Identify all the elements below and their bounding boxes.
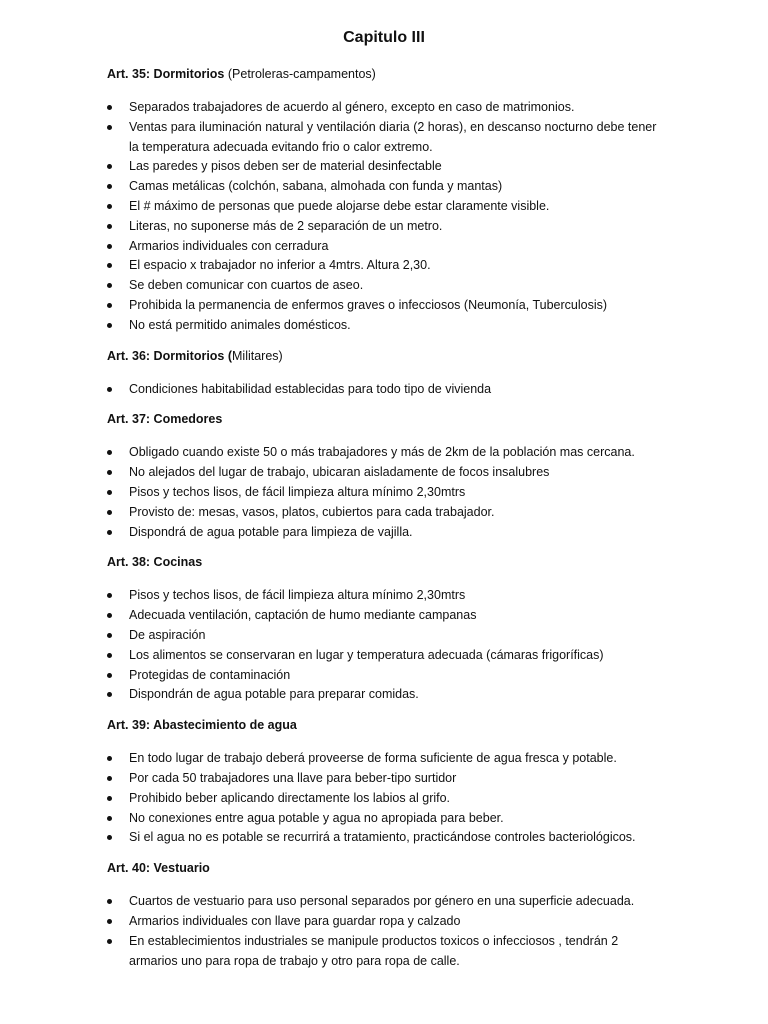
list-item — [107, 483, 667, 503]
list-item-text: Armarios individuales con llave para guardar ropa y calzado — [129, 913, 461, 928]
section-heading-rest: (Petroleras-campamentos) — [224, 67, 376, 81]
list-item — [107, 626, 667, 646]
list-item-text: Las paredes y pisos deben ser de material desinfectable — [129, 159, 442, 174]
bullet-icon — [107, 613, 112, 618]
list-item-text: No está permitido animales domésticos. — [129, 317, 351, 332]
list-item — [107, 912, 667, 932]
bullet-icon — [107, 105, 112, 110]
list-item-text: Obligado cuando existe 50 o más trabajadores y más de 2km de la población mas cercana. — [129, 445, 635, 460]
list-item-text: No alejados del lugar de trabajo, ubicaran aisladamente de focos insalubres — [129, 465, 550, 480]
list-item-text: De aspiración — [129, 627, 206, 642]
list-item-text: En establecimientos industriales se manipule productos toxicos o infecciosos , tendrán 2 armarios uno para ropa de trabajo y otro para ropa de calle. — [129, 933, 619, 968]
list-item-text: Por cada 50 trabajadores una llave para beber-tipo surtidor — [129, 770, 457, 785]
bullet-icon — [107, 653, 112, 658]
list-item-text: Separados trabajadores de acuerdo al género, excepto en caso de matrimonios. — [129, 100, 575, 114]
bullet-icon — [107, 673, 112, 678]
bullet-list — [107, 892, 667, 971]
section-heading-bold: Art. 38: Cocinas — [107, 555, 203, 570]
list-item — [107, 685, 667, 705]
list-item-text: Prohibida la permanencia de enfermos graves o infecciosos (Neumonía, Tuberculosis) — [129, 297, 608, 312]
bullet-icon — [107, 164, 112, 169]
list-item — [107, 276, 667, 296]
bullet-list — [107, 380, 667, 400]
list-item — [107, 789, 667, 809]
list-item-text: El espacio x trabajador no inferior a 4mtrs. Altura 2,30. — [129, 258, 431, 273]
section-heading-bold: Art. 40: Vestuario — [107, 861, 210, 876]
list-item — [107, 932, 667, 972]
list-item-text: Adecuada ventilación, captación de humo mediante campanas — [129, 608, 477, 623]
list-item — [107, 316, 667, 336]
list-item — [107, 646, 667, 666]
bullet-icon — [107, 939, 112, 944]
bullet-icon — [107, 224, 112, 229]
bullet-list — [107, 443, 667, 542]
list-item — [107, 157, 667, 177]
bullet-icon — [107, 593, 112, 598]
bullet-icon — [107, 283, 112, 288]
bullet-icon — [107, 125, 112, 130]
bullet-icon — [107, 756, 112, 761]
list-item — [107, 586, 667, 606]
list-item-text: Dispondrán de agua potable para preparar comidas. — [129, 687, 419, 702]
bullet-icon — [107, 244, 112, 249]
bullet-list — [107, 586, 667, 705]
section-heading — [107, 860, 667, 876]
list-item — [107, 749, 667, 769]
section-heading — [107, 66, 667, 82]
document-body — [107, 66, 667, 983]
list-item — [107, 217, 667, 237]
bullet-list — [107, 98, 667, 336]
section-heading — [107, 348, 667, 364]
list-item-text: Si el agua no es potable se recurrirá a tratamiento, practicándose controles bacteriológicos. — [129, 830, 636, 845]
page-title: Capitulo III — [343, 29, 425, 46]
section-heading-bold: Art. 35: Dormitorios — [107, 67, 225, 81]
list-item — [107, 666, 667, 686]
list-item — [107, 197, 667, 217]
list-item — [107, 118, 667, 158]
bullet-icon — [107, 263, 112, 268]
list-item-text: Armarios individuales con cerradura — [129, 238, 329, 253]
list-item-text: Pisos y techos lisos, de fácil limpieza altura mínimo 2,30mtrs — [129, 588, 466, 603]
list-item — [107, 296, 667, 316]
list-item-text: Prohibido beber aplicando directamente los labios al grifo. — [129, 790, 451, 805]
list-item-text: Pisos y techos lisos, de fácil limpieza altura mínimo 2,30mtrs — [129, 484, 466, 499]
bullet-icon — [107, 776, 112, 781]
list-item-text: Camas metálicas (colchón, sabana, almohada con funda y mantas) — [129, 179, 503, 194]
list-item — [107, 606, 667, 626]
list-item-text: Se deben comunicar con cuartos de aseo. — [129, 278, 364, 293]
bullet-icon — [107, 470, 112, 475]
bullet-icon — [107, 450, 112, 455]
list-item — [107, 380, 667, 400]
list-item — [107, 256, 667, 276]
list-item — [107, 809, 667, 829]
bullet-icon — [107, 796, 112, 801]
list-item — [107, 177, 667, 197]
list-item-text: Los alimentos se conservaran en lugar y temperatura adecuada (cámaras frigoríficas) — [129, 647, 604, 662]
list-item-text: Provisto de: mesas, vasos, platos, cubiertos para cada trabajador. — [129, 504, 495, 519]
list-item — [107, 828, 667, 848]
list-item-text: El # máximo de personas que puede alojarse debe estar claramente visible. — [129, 198, 550, 213]
list-item-text: Cuartos de vestuario para uso personal separados por género en una superficie adecuada. — [129, 894, 635, 909]
list-item-text: Literas, no suponerse más de 2 separación de un metro. — [129, 218, 443, 233]
list-item — [107, 237, 667, 257]
list-item — [107, 503, 667, 523]
list-item — [107, 523, 667, 543]
list-item-text: Condiciones habitabilidad establecidas para todo tipo de vivienda — [129, 381, 492, 396]
bullet-icon — [107, 692, 112, 697]
bullet-icon — [107, 387, 112, 392]
bullet-icon — [107, 530, 112, 535]
bullet-icon — [107, 919, 112, 924]
list-item — [107, 892, 667, 912]
bullet-icon — [107, 490, 112, 495]
section-heading — [107, 717, 667, 733]
section-heading-bold: Art. 39: Abastecimiento de agua — [107, 718, 297, 733]
list-item-text: No conexiones entre agua potable y agua no apropiada para beber. — [129, 810, 504, 825]
section-heading-bold: Art. 36: Dormitorios ( — [107, 348, 233, 363]
bullet-icon — [107, 204, 112, 209]
list-item-text: Protegidas de contaminación — [129, 667, 291, 682]
bullet-icon — [107, 633, 112, 638]
list-item-text: Ventas para iluminación natural y ventilación diaria (2 horas), en descanso nocturno debe tener la temperatura adecuada evitando frio o calor extremo. — [129, 119, 657, 154]
section-heading — [107, 411, 667, 427]
list-item — [107, 98, 667, 118]
bullet-icon — [107, 816, 112, 821]
section-heading — [107, 554, 667, 570]
bullet-icon — [107, 323, 112, 328]
section-heading-rest: Militares) — [232, 348, 283, 363]
bullet-icon — [107, 899, 112, 904]
bullet-list — [107, 749, 667, 848]
section-heading-bold: Art. 37: Comedores — [107, 412, 223, 427]
bullet-icon — [107, 835, 112, 840]
list-item-text: En todo lugar de trabajo deberá proveerse de forma suficiente de agua fresca y potable. — [129, 751, 617, 766]
list-item — [107, 443, 667, 463]
list-item-text: Dispondrá de agua potable para limpieza de vajilla. — [129, 524, 413, 539]
bullet-icon — [107, 303, 112, 308]
list-item — [107, 463, 667, 483]
bullet-icon — [107, 510, 112, 515]
list-item — [107, 769, 667, 789]
bullet-icon — [107, 184, 112, 189]
